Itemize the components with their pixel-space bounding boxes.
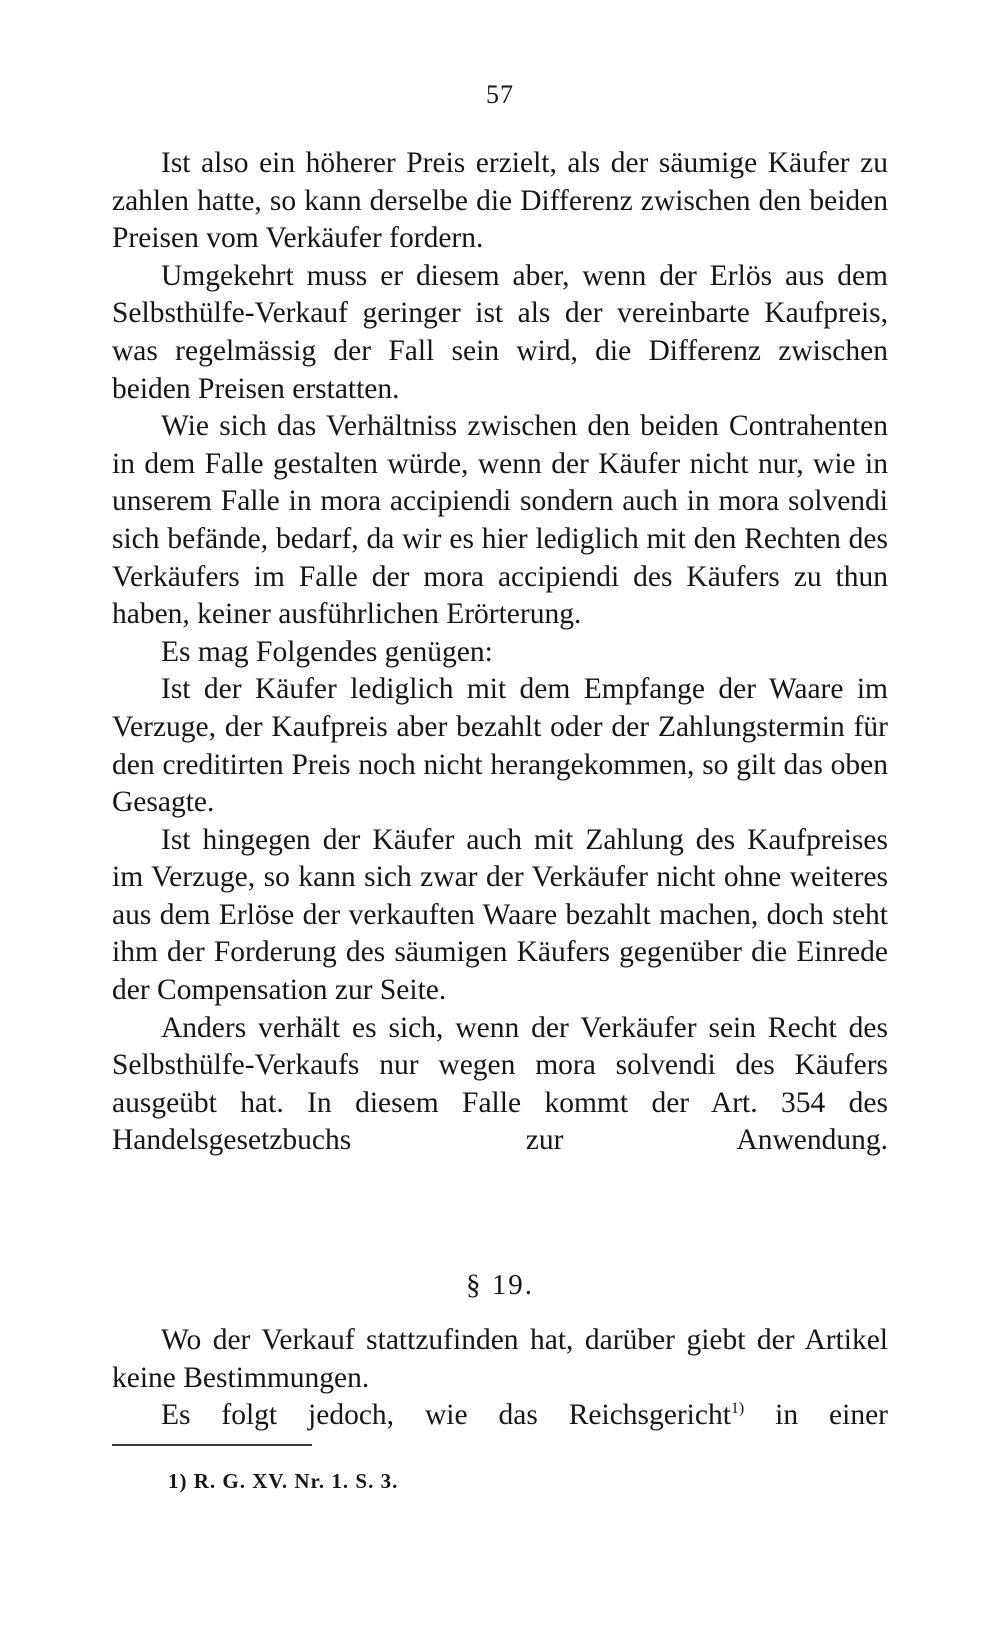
paragraph-higher-price: Ist also ein höherer Preis erzielt, als der säumige Käufer zu zahlen hatte, so kann derselbe die Differenz zwischen den beiden Preisen vom Verkäufer fordern. (112, 147, 888, 255)
page-number: 57 (486, 80, 514, 109)
reichsgericht-continuation: in einer (744, 1399, 888, 1432)
section-heading: § 19. (466, 1269, 534, 1301)
reichsgericht-text: Es folgt jedoch, wie das Reichsgericht (161, 1399, 731, 1432)
paragraph-following: Es mag Folgendes genügen: (161, 635, 493, 668)
section-text (112, 1322, 888, 1435)
main-text (112, 145, 888, 1160)
paragraph-lower-price: Umgekehrt muss er diesem aber, wenn der Erlös aus dem Selbsthülfe-Verkauf geringer ist als der vereinbarte Kaufpreis, was regelmässig der Fall sein wird, die Differenz zwischen beiden Preisen erstatten. (112, 259, 888, 405)
paragraph-reichsgericht (112, 1397, 888, 1435)
paragraph-payment-delay: Ist hingegen der Käufer auch mit Zahlung des Kaufpreises im Verzuge, so kann sich zwar der Verkäufer nicht ohne weiteres aus dem Erlöse der verkauften Waare bezahlt machen, doch steht ihm der Forderung des säumigen Käufers gegenüber die Einrede der Compensation zur Seite. (112, 823, 888, 1007)
paragraph-acceptance-delay: Ist der Käufer lediglich mit dem Empfange der Waare im Verzuge, der Kaufpreis aber bezahlt oder der Zahlungstermin für den creditirten Preis noch nicht herangekommen, so gilt das oben Gesagte. (112, 673, 888, 819)
paragraph-place-of-sale: Wo der Verkauf stattzufinden hat, darüber giebt der Artikel keine Bestimmungen. (112, 1324, 888, 1394)
paragraph-mora-solvendi: Wie sich das Verhältniss zwischen den beiden Contrahenten in dem Falle gestalten würde, wenn der Käufer nicht nur, wie in unserem Falle in mora accipiendi sondern auch in mora solvendi sich befände, bedarf, da wir es hier lediglich mit den Rechten des Verkäufers im Falle der mora accipiendi des Käufers zu thun haben, keiner ausführlichen Erörterung. (112, 410, 888, 631)
footnote: 1) R. G. XV. Nr. 1. S. 3. (168, 1469, 399, 1493)
footnote-divider (112, 1444, 312, 1446)
paragraph-art-354: Anders verhält es sich, wenn der Verkäufer sein Recht des Selbsthülfe-Verkaufs nur wegen mora solvendi des Käufers ausgeübt hat. In diesem Falle kommt der Art. 354 des Handelsgesetzbuchs zur Anwendung. (112, 1011, 888, 1157)
footnote-marker[interactable]: 1) (730, 1400, 745, 1418)
